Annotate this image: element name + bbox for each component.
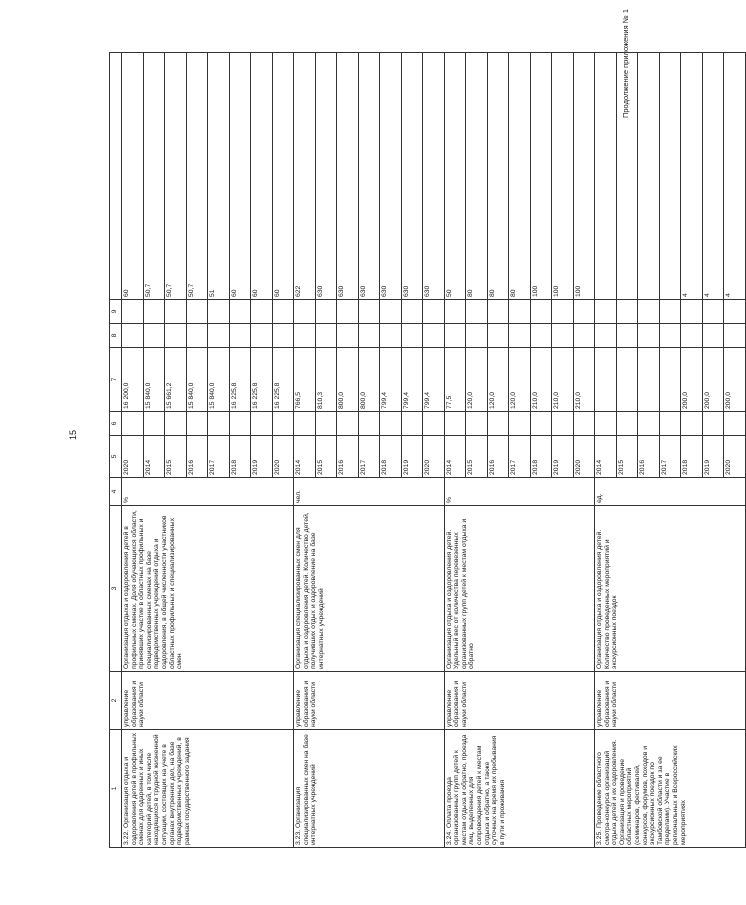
col8-cell <box>724 324 746 348</box>
amount-cell: 15 661,2 <box>165 348 187 412</box>
col6-cell <box>208 412 230 436</box>
year-cell: 2017 <box>358 436 380 478</box>
amount-cell: 16 225,8 <box>229 348 251 412</box>
header-col-8: 8 <box>110 324 122 348</box>
measure-cell: 3.22. Организация отдыха и оздоровления детей в профильных сменах для одаренных и иных категорий детей, в том числе находящихся в трудной жизненной ситуации, состоящих на учете в органах внутренних дел, на базе подведомственных учреждений, в рамках государственного задания <box>122 730 294 848</box>
col6-cell <box>358 412 380 436</box>
year-cell: 2019 <box>401 436 423 478</box>
amount-cell <box>659 348 681 412</box>
col6-cell <box>122 412 144 436</box>
value-cell: 630 <box>315 53 337 300</box>
unit-cell: ед. <box>595 478 746 506</box>
col6-cell <box>616 412 638 436</box>
col6-cell <box>659 412 681 436</box>
col6-cell <box>272 412 294 436</box>
col6-cell <box>530 412 552 436</box>
amount-cell: 15 840,0 <box>186 348 208 412</box>
col9-cell <box>659 300 681 324</box>
value-cell: 51 <box>208 53 230 300</box>
table-row <box>122 53 144 848</box>
amount-cell: 200,0 <box>702 348 724 412</box>
col8-cell <box>122 324 144 348</box>
col9-cell <box>487 300 509 324</box>
col6-cell <box>143 412 165 436</box>
header-empty <box>110 53 122 300</box>
indicator-cell: Организация отдыха и оздоровления детей. Количество проведенных мероприятий и экскурсионных поездок <box>595 506 746 672</box>
col9-cell <box>143 300 165 324</box>
value-cell: 4 <box>702 53 724 300</box>
year-cell: 2018 <box>530 436 552 478</box>
amount-cell: 799,4 <box>380 348 402 412</box>
amount-cell: 77,5 <box>444 348 466 412</box>
amount-cell: 16 200,0 <box>122 348 144 412</box>
executor-cell: управление образования и науки области <box>444 672 595 730</box>
year-cell: 2019 <box>552 436 574 478</box>
col8-cell <box>229 324 251 348</box>
value-cell: 50,7 <box>186 53 208 300</box>
year-cell: 2017 <box>509 436 531 478</box>
col8-cell <box>595 324 617 348</box>
amount-cell: 200,0 <box>681 348 703 412</box>
value-cell: 622 <box>294 53 316 300</box>
amount-cell: 799,4 <box>423 348 445 412</box>
col9-cell <box>681 300 703 324</box>
measure-cell: 3.25. Проведение областного смотра-конкурса организаций отдыха детей и их оздоровления. Организация и проведение областных мероприятий (семинаров, фестивалей, конкурсов, форумов, походов и экскурсионных поездок по Тамбовской области и за ее пределами). Участие в региональных и Всероссийских мероприятиях <box>595 730 746 848</box>
col9-cell <box>702 300 724 324</box>
amount-cell: 800,0 <box>358 348 380 412</box>
year-cell: 2020 <box>573 436 595 478</box>
col8-cell <box>616 324 638 348</box>
unit-cell: чел. <box>294 478 445 506</box>
continuation-note: Продолжение приложения № 1 <box>621 8 630 118</box>
header-col-7: 7 <box>110 348 122 412</box>
col8-cell <box>143 324 165 348</box>
col9-cell <box>530 300 552 324</box>
col8-cell <box>380 324 402 348</box>
table-body <box>122 53 746 848</box>
col8-cell <box>659 324 681 348</box>
year-cell: 2019 <box>702 436 724 478</box>
col8-cell <box>466 324 488 348</box>
amount-cell <box>616 348 638 412</box>
col9-cell <box>272 300 294 324</box>
year-cell: 2014 <box>294 436 316 478</box>
table-row <box>444 53 466 848</box>
year-cell: 2016 <box>186 436 208 478</box>
year-cell: 2017 <box>208 436 230 478</box>
header-col-9: 9 <box>110 300 122 324</box>
executor-cell: управление образования и науки области <box>294 672 445 730</box>
col8-cell <box>638 324 660 348</box>
page-number: 15 <box>68 429 78 440</box>
col8-cell <box>208 324 230 348</box>
col9-cell <box>251 300 273 324</box>
amount-cell: 210,0 <box>530 348 552 412</box>
header-col-4: 4 <box>110 478 122 506</box>
value-cell: 80 <box>466 53 488 300</box>
amount-cell: 120,0 <box>487 348 509 412</box>
col6-cell <box>638 412 660 436</box>
year-cell: 2020 <box>122 436 144 478</box>
col9-cell <box>208 300 230 324</box>
value-cell <box>616 53 638 300</box>
year-cell: 2018 <box>229 436 251 478</box>
value-cell: 50,7 <box>143 53 165 300</box>
col6-cell <box>401 412 423 436</box>
col8-cell <box>681 324 703 348</box>
col8-cell <box>294 324 316 348</box>
amount-cell <box>638 348 660 412</box>
table-row <box>595 53 617 848</box>
value-cell: 80 <box>509 53 531 300</box>
executor-cell: управление образования и науки области <box>122 672 294 730</box>
header-col-6: 6 <box>110 412 122 436</box>
col9-cell <box>509 300 531 324</box>
col9-cell <box>724 300 746 324</box>
header-col-3: 3 <box>110 506 122 672</box>
year-cell: 2014 <box>143 436 165 478</box>
year-cell: 2020 <box>724 436 746 478</box>
amount-cell: 200,0 <box>724 348 746 412</box>
col8-cell <box>423 324 445 348</box>
amount-cell: 210,0 <box>573 348 595 412</box>
measure-cell: 3.24. Оплата проезда организованных групп детей к местам отдыха и обратно, проезда лиц, выделенных для сопровождения детей к местам отдыха и обратно, а также суточных на время их пребывания в пути и проживания <box>444 730 595 848</box>
col9-cell <box>165 300 187 324</box>
col8-cell <box>251 324 273 348</box>
amount-cell: 16 225,8 <box>251 348 273 412</box>
program-measures-table <box>109 52 746 848</box>
year-cell: 2016 <box>337 436 359 478</box>
col9-cell <box>315 300 337 324</box>
year-cell: 2020 <box>272 436 294 478</box>
col6-cell <box>294 412 316 436</box>
amount-cell <box>595 348 617 412</box>
indicator-cell: Организация отдыха и оздоровления детей в профильных сменах. Доля обучающихся области, принявших участие в областных профильных и специализированных сменах на базе подведомственных учреждений отдыха и оздоровления, в общей численности участников областных профильных и специализированных смен <box>122 506 294 672</box>
value-cell: 60 <box>229 53 251 300</box>
year-cell: 2019 <box>251 436 273 478</box>
value-cell: 50,7 <box>165 53 187 300</box>
indicator-cell: Организация специализированных смен для отдыха и оздоровления детей. Количество детей, получивших отдых и оздоровление на базе интернатных учреждений <box>294 506 445 672</box>
col6-cell <box>702 412 724 436</box>
col6-cell <box>229 412 251 436</box>
col6-cell <box>466 412 488 436</box>
year-cell: 2015 <box>616 436 638 478</box>
col9-cell <box>401 300 423 324</box>
header-col-2: 2 <box>110 672 122 730</box>
col9-cell <box>380 300 402 324</box>
col9-cell <box>552 300 574 324</box>
col8-cell <box>337 324 359 348</box>
unit-cell: % <box>444 478 595 506</box>
col6-cell <box>681 412 703 436</box>
measure-cell: 3.23. Организация специализированных смен на базе интернатных учреждений <box>294 730 445 848</box>
col8-cell <box>552 324 574 348</box>
value-cell: 630 <box>337 53 359 300</box>
col6-cell <box>444 412 466 436</box>
value-cell: 100 <box>530 53 552 300</box>
value-cell: 630 <box>401 53 423 300</box>
col6-cell <box>337 412 359 436</box>
amount-cell: 799,4 <box>401 348 423 412</box>
header-col-5: 5 <box>110 436 122 478</box>
value-cell: 60 <box>122 53 144 300</box>
col6-cell <box>509 412 531 436</box>
col9-cell <box>358 300 380 324</box>
year-cell: 2014 <box>444 436 466 478</box>
amount-cell: 800,0 <box>337 348 359 412</box>
table-row <box>294 53 316 848</box>
col8-cell <box>186 324 208 348</box>
col6-cell <box>487 412 509 436</box>
col8-cell <box>573 324 595 348</box>
col8-cell <box>444 324 466 348</box>
col9-cell <box>595 300 617 324</box>
col8-cell <box>509 324 531 348</box>
col9-cell <box>294 300 316 324</box>
col9-cell <box>423 300 445 324</box>
header-row <box>110 53 122 848</box>
col6-cell <box>315 412 337 436</box>
col8-cell <box>487 324 509 348</box>
year-cell: 2016 <box>487 436 509 478</box>
col8-cell <box>358 324 380 348</box>
value-cell: 4 <box>724 53 746 300</box>
unit-cell: % <box>122 478 294 506</box>
value-cell: 630 <box>380 53 402 300</box>
amount-cell: 120,0 <box>509 348 531 412</box>
col6-cell <box>595 412 617 436</box>
year-cell: 2017 <box>659 436 681 478</box>
value-cell: 100 <box>573 53 595 300</box>
amount-cell: 766,5 <box>294 348 316 412</box>
col9-cell <box>573 300 595 324</box>
value-cell: 630 <box>423 53 445 300</box>
col9-cell <box>466 300 488 324</box>
amount-cell: 210,0 <box>552 348 574 412</box>
col9-cell <box>337 300 359 324</box>
value-cell: 60 <box>272 53 294 300</box>
value-cell <box>595 53 617 300</box>
col8-cell <box>272 324 294 348</box>
col6-cell <box>573 412 595 436</box>
col9-cell <box>616 300 638 324</box>
value-cell: 100 <box>552 53 574 300</box>
value-cell <box>659 53 681 300</box>
executor-cell: управление образования и науки области <box>595 672 746 730</box>
col6-cell <box>186 412 208 436</box>
col6-cell <box>165 412 187 436</box>
year-cell: 2016 <box>638 436 660 478</box>
col8-cell <box>401 324 423 348</box>
col9-cell <box>186 300 208 324</box>
amount-cell: 810,3 <box>315 348 337 412</box>
year-cell: 2015 <box>165 436 187 478</box>
year-cell: 2014 <box>595 436 617 478</box>
year-cell: 2020 <box>423 436 445 478</box>
col6-cell <box>380 412 402 436</box>
col8-cell <box>702 324 724 348</box>
year-cell: 2018 <box>681 436 703 478</box>
year-cell: 2015 <box>315 436 337 478</box>
value-cell <box>638 53 660 300</box>
value-cell: 4 <box>681 53 703 300</box>
header-col-1: 1 <box>110 730 122 848</box>
value-cell: 630 <box>358 53 380 300</box>
amount-cell: 120,0 <box>466 348 488 412</box>
col9-cell <box>122 300 144 324</box>
amount-cell: 16 225,8 <box>272 348 294 412</box>
col8-cell <box>165 324 187 348</box>
col6-cell <box>724 412 746 436</box>
indicator-cell: Организация отдыха и оздоровления детей. Удельный вес от количества перевезенных организованных групп детей к местам отдыха и обратно <box>444 506 595 672</box>
col8-cell <box>315 324 337 348</box>
amount-cell: 15 840,0 <box>143 348 165 412</box>
col6-cell <box>251 412 273 436</box>
col9-cell <box>638 300 660 324</box>
col6-cell <box>423 412 445 436</box>
col9-cell <box>444 300 466 324</box>
year-cell: 2015 <box>466 436 488 478</box>
value-cell: 50 <box>444 53 466 300</box>
col9-cell <box>229 300 251 324</box>
amount-cell: 15 840,0 <box>208 348 230 412</box>
year-cell: 2018 <box>380 436 402 478</box>
value-cell: 80 <box>487 53 509 300</box>
col8-cell <box>530 324 552 348</box>
value-cell: 60 <box>251 53 273 300</box>
col6-cell <box>552 412 574 436</box>
